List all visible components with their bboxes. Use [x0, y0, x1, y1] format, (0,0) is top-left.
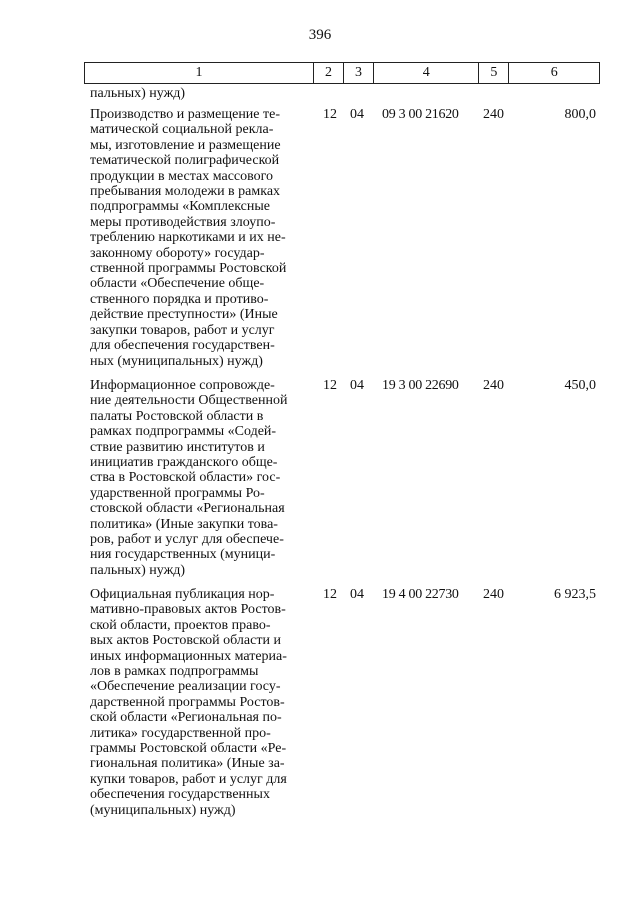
target-article-code: 09 3 00 21620: [382, 107, 459, 122]
expense-type-code: 240: [483, 107, 504, 122]
row-description: Официальная публикация нор- мативно-правовых актов Ростов- ской области, проектов право- вых актов Ростовской области и иных информационных материа- лов в рамках подпрограммы «Обеспечение реализации госу- дарственной программы Ростов- ской области «Региональная по- литика» государственной про- граммы Ростовской области «Ре- гиональная политика» (Иные за- купки товаров, работ и услуг для обеспечения государственных (муниципальных) нужд): [90, 587, 287, 818]
column-number-3: 3: [344, 63, 374, 83]
amount-value: 450,0: [564, 378, 596, 393]
section-code: 12: [323, 587, 337, 602]
section-code: 12: [323, 107, 337, 122]
target-article-code: 19 3 00 22690: [382, 378, 459, 393]
column-number-1: 1: [85, 63, 314, 83]
column-number-5: 5: [479, 63, 509, 83]
subsection-code: 04: [350, 107, 364, 122]
amount-value: 6 923,5: [554, 587, 596, 602]
column-number-6: 6: [550, 65, 558, 80]
section-code: 12: [323, 378, 337, 393]
column-number-4: 4: [374, 63, 480, 83]
subsection-code: 04: [350, 378, 364, 393]
page-number: 396: [308, 27, 332, 43]
row-description: Информационное сопровожде- ние деятельности Общественной палаты Ростовской области в рамках подпрограммы «Содей- ствие развитию институтов и инициатив гражданского обще- ства в Ростовской области» гос- ударственной программы Ро- стовской области «Региональная политика» (Иные закупки това- ров, работ и услуг для обеспече- ния государственных (муници- пальных) нужд): [90, 378, 288, 578]
expense-type-code: 240: [483, 587, 504, 602]
continuation-text: пальных) нужд): [90, 86, 186, 101]
row-description: Производство и размещение те- матической социальной рекла- мы, изготовление и размещение тематической полиграфической продукции в местах массового пребывания молодежи в рамках подпрограммы «Комплексные меры противодействия злоупо- треблению наркотиками и их не- законному обороту» государ- ственной программы Ростовской области «Обеспечение обще- ственного порядка и противо- действие преступности» (Иные закупки товаров, работ и услуг для обеспечения государствен- ных (муниципальных) нужд): [90, 107, 287, 369]
subsection-code: 04: [350, 587, 364, 602]
column-number-2: 2: [314, 63, 344, 83]
table-column-header: [84, 62, 600, 84]
amount-value: 800,0: [564, 107, 596, 122]
target-article-code: 19 4 00 22730: [382, 587, 459, 602]
expense-type-code: 240: [483, 378, 504, 393]
